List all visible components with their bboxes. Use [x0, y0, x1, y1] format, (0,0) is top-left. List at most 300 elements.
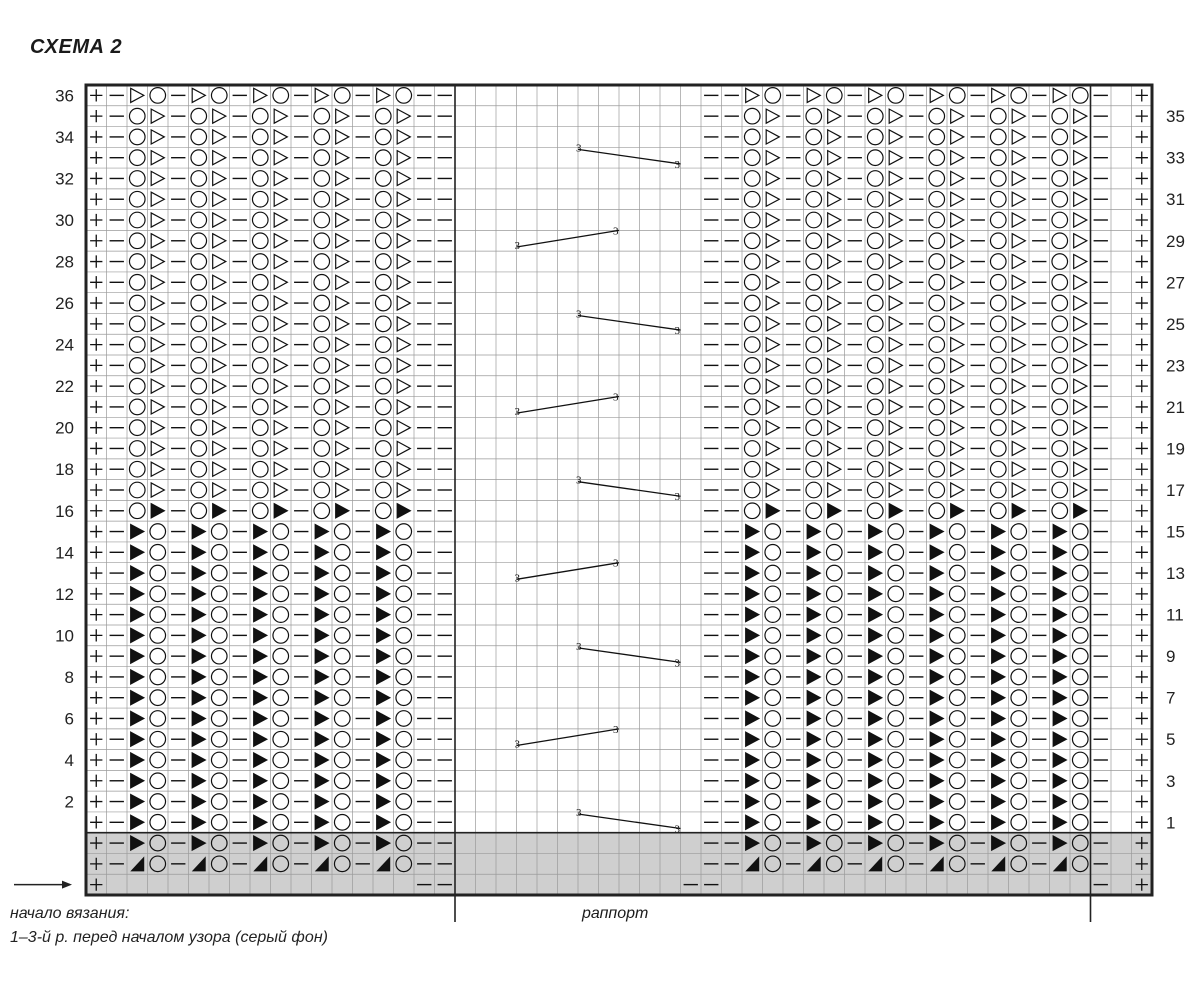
- decrease-filled-icon: [869, 753, 882, 767]
- decrease-filled-icon: [807, 649, 820, 663]
- decrease-open-icon: [397, 234, 410, 248]
- yarn-over-icon: [211, 690, 227, 706]
- decrease-open-icon: [397, 151, 410, 165]
- yarn-over-icon: [273, 565, 289, 581]
- decrease-filled-icon: [869, 815, 882, 829]
- decrease-open-icon: [889, 296, 902, 310]
- row-number-left: 16: [55, 501, 74, 521]
- cable-count-label: 3: [514, 406, 520, 419]
- yarn-over-icon: [375, 482, 391, 498]
- yarn-over-icon: [375, 191, 391, 207]
- yarn-over-icon: [314, 233, 330, 249]
- rapport-label: раппорт: [582, 905, 649, 922]
- decrease-filled-icon: [766, 504, 779, 518]
- yarn-over-icon: [888, 88, 904, 104]
- yarn-over-icon: [867, 482, 883, 498]
- yarn-over-icon: [867, 212, 883, 228]
- yarn-over-icon: [129, 171, 145, 187]
- yarn-over-icon: [334, 815, 350, 831]
- decrease-open-icon: [1012, 151, 1025, 165]
- decrease-filled-icon: [131, 794, 144, 808]
- decrease-filled-icon: [315, 774, 328, 788]
- yarn-over-icon: [1072, 586, 1088, 602]
- decrease-open-icon: [889, 421, 902, 435]
- decrease-open-icon: [151, 192, 164, 206]
- decrease-open-icon: [1074, 192, 1087, 206]
- yarn-over-icon: [888, 711, 904, 727]
- yarn-over-icon: [1052, 295, 1068, 311]
- yarn-over-icon: [191, 420, 207, 436]
- decrease-open-icon: [397, 109, 410, 123]
- decrease-open-icon: [1012, 441, 1025, 455]
- decrease-open-icon: [336, 483, 349, 497]
- decrease-open-icon: [213, 462, 226, 476]
- decrease-filled-icon: [930, 732, 943, 746]
- decrease-open-icon: [213, 254, 226, 268]
- yarn-over-icon: [129, 316, 145, 332]
- decrease-filled-icon: [992, 649, 1005, 663]
- decrease-filled-icon: [131, 524, 144, 538]
- yarn-over-icon: [334, 711, 350, 727]
- decrease-open-icon: [869, 88, 882, 102]
- yarn-over-icon: [150, 524, 166, 540]
- yarn-over-icon: [929, 461, 945, 477]
- decrease-open-icon: [828, 483, 841, 497]
- decrease-open-icon: [274, 338, 287, 352]
- yarn-over-icon: [191, 108, 207, 124]
- decrease-open-icon: [151, 234, 164, 248]
- yarn-over-icon: [129, 358, 145, 374]
- row-number-right: 21: [1166, 397, 1185, 417]
- yarn-over-icon: [929, 129, 945, 145]
- decrease-filled-icon: [315, 628, 328, 642]
- yarn-over-icon: [314, 275, 330, 291]
- yarn-over-icon: [129, 275, 145, 291]
- decrease-filled-icon: [377, 753, 390, 767]
- yarn-over-icon: [744, 275, 760, 291]
- decrease-filled-icon: [992, 711, 1005, 725]
- decrease-filled-icon: [930, 649, 943, 663]
- decrease-open-icon: [1074, 130, 1087, 144]
- decrease-open-icon: [336, 317, 349, 331]
- edge-stitch-icon: [90, 505, 102, 517]
- decrease-open-icon: [336, 275, 349, 289]
- decrease-filled-icon: [377, 649, 390, 663]
- yarn-over-icon: [1072, 669, 1088, 685]
- yarn-over-icon: [211, 524, 227, 540]
- yarn-over-icon: [826, 586, 842, 602]
- decrease-open-icon: [807, 88, 820, 102]
- edge-stitch-icon: [1136, 401, 1148, 413]
- edge-stitch-icon: [1136, 193, 1148, 205]
- decrease-filled-icon: [131, 545, 144, 559]
- edge-stitch-icon: [90, 546, 102, 558]
- yarn-over-icon: [1011, 773, 1027, 789]
- yarn-over-icon: [314, 399, 330, 415]
- decrease-filled-icon: [192, 670, 205, 684]
- decrease-open-icon: [151, 338, 164, 352]
- yarn-over-icon: [888, 545, 904, 561]
- decrease-filled-icon: [807, 711, 820, 725]
- decrease-filled-icon: [274, 504, 287, 518]
- arrow-head: [62, 881, 72, 889]
- decrease-open-icon: [1012, 234, 1025, 248]
- yarn-over-icon: [765, 88, 781, 104]
- yarn-over-icon: [252, 295, 268, 311]
- decrease-filled-icon: [131, 608, 144, 622]
- yarn-over-icon: [744, 191, 760, 207]
- decrease-filled-icon: [746, 732, 759, 746]
- yarn-over-icon: [273, 794, 289, 810]
- yarn-over-icon: [826, 545, 842, 561]
- decrease-open-icon: [766, 379, 779, 393]
- decrease-open-icon: [828, 462, 841, 476]
- edge-stitch-icon: [1136, 318, 1148, 330]
- decrease-open-icon: [151, 483, 164, 497]
- yarn-over-icon: [929, 441, 945, 457]
- yarn-over-icon: [211, 88, 227, 104]
- yarn-over-icon: [949, 565, 965, 581]
- yarn-over-icon: [1072, 648, 1088, 664]
- decrease-open-icon: [397, 462, 410, 476]
- row-numbers-right: [1166, 107, 1185, 832]
- row-number-right: 15: [1166, 522, 1185, 542]
- yarn-over-icon: [949, 752, 965, 768]
- chart-title: СХЕМА 2: [30, 36, 123, 58]
- decrease-open-icon: [828, 130, 841, 144]
- yarn-over-icon: [765, 669, 781, 685]
- row-number-right: 5: [1166, 730, 1176, 750]
- decrease-open-icon: [1012, 109, 1025, 123]
- yarn-over-icon: [375, 295, 391, 311]
- yarn-over-icon: [1072, 628, 1088, 644]
- decrease-filled-icon: [807, 608, 820, 622]
- yarn-over-icon: [929, 503, 945, 519]
- yarn-over-icon: [129, 129, 145, 145]
- decrease-filled-icon: [315, 711, 328, 725]
- decrease-open-icon: [336, 441, 349, 455]
- decrease-filled-icon: [315, 753, 328, 767]
- edge-stitch-icon: [90, 692, 102, 704]
- edge-stitch-icon: [1136, 588, 1148, 600]
- row-number-left: 10: [55, 626, 74, 646]
- decrease-filled-icon: [315, 608, 328, 622]
- decrease-open-icon: [889, 441, 902, 455]
- edge-stitch-icon: [90, 525, 102, 537]
- decrease-filled-icon: [131, 711, 144, 725]
- decrease-open-icon: [889, 462, 902, 476]
- edge-stitch-icon: [1136, 567, 1148, 579]
- edge-stitch-icon: [90, 297, 102, 309]
- yarn-over-icon: [150, 586, 166, 602]
- decrease-open-icon: [889, 213, 902, 227]
- decrease-open-icon: [828, 338, 841, 352]
- decrease-open-icon: [828, 317, 841, 331]
- yarn-over-icon: [929, 295, 945, 311]
- decrease-open-icon: [889, 379, 902, 393]
- decrease-filled-icon: [1053, 649, 1066, 663]
- yarn-over-icon: [129, 212, 145, 228]
- decrease-filled-icon: [746, 524, 759, 538]
- yarn-over-icon: [929, 233, 945, 249]
- decrease-open-icon: [930, 88, 943, 102]
- cable-count-label: 3: [514, 738, 520, 751]
- decrease-filled-icon: [131, 587, 144, 601]
- yarn-over-icon: [744, 503, 760, 519]
- decrease-open-icon: [766, 275, 779, 289]
- yarn-over-icon: [826, 607, 842, 623]
- yarn-over-icon: [806, 275, 822, 291]
- decrease-filled-icon: [807, 587, 820, 601]
- yarn-over-icon: [211, 794, 227, 810]
- yarn-over-icon: [888, 731, 904, 747]
- edge-stitch-icon: [1136, 795, 1148, 807]
- decrease-open-icon: [336, 192, 349, 206]
- yarn-over-icon: [826, 794, 842, 810]
- yarn-over-icon: [949, 648, 965, 664]
- yarn-over-icon: [826, 565, 842, 581]
- decrease-open-icon: [951, 213, 964, 227]
- decrease-filled-icon: [254, 691, 267, 705]
- yarn-over-icon: [334, 565, 350, 581]
- yarn-over-icon: [929, 420, 945, 436]
- yarn-over-icon: [744, 420, 760, 436]
- yarn-over-icon: [1011, 607, 1027, 623]
- yarn-over-icon: [765, 545, 781, 561]
- yarn-over-icon: [765, 565, 781, 581]
- yarn-over-icon: [191, 233, 207, 249]
- decrease-open-icon: [1074, 275, 1087, 289]
- yarn-over-icon: [334, 524, 350, 540]
- yarn-over-icon: [150, 773, 166, 789]
- row-number-left: 24: [55, 335, 74, 355]
- yarn-over-icon: [211, 648, 227, 664]
- decrease-open-icon: [1012, 421, 1025, 435]
- decrease-filled-icon: [192, 815, 205, 829]
- yarn-over-icon: [949, 524, 965, 540]
- decrease-open-icon: [336, 338, 349, 352]
- decrease-filled-icon: [807, 794, 820, 808]
- decrease-open-icon: [1074, 483, 1087, 497]
- yarn-over-icon: [744, 129, 760, 145]
- yarn-over-icon: [1052, 316, 1068, 332]
- yarn-over-icon: [867, 150, 883, 166]
- decrease-open-icon: [951, 254, 964, 268]
- start-note: начало вязания:: [10, 905, 130, 922]
- decrease-filled-icon: [869, 524, 882, 538]
- yarn-over-icon: [867, 295, 883, 311]
- cable-line: [578, 814, 681, 829]
- decrease-open-icon: [336, 234, 349, 248]
- yarn-over-icon: [252, 191, 268, 207]
- yarn-over-icon: [211, 711, 227, 727]
- cable-line: [578, 149, 681, 164]
- decrease-filled-icon: [131, 691, 144, 705]
- edge-stitch-icon: [1136, 775, 1148, 787]
- decrease-open-icon: [766, 358, 779, 372]
- cable-crossings: [515, 142, 681, 835]
- cable-count-label: 3: [576, 474, 582, 487]
- decrease-filled-icon: [1053, 794, 1066, 808]
- yarn-over-icon: [252, 378, 268, 394]
- decrease-filled-icon: [315, 566, 328, 580]
- yarn-over-icon: [1072, 524, 1088, 540]
- yarn-over-icon: [375, 233, 391, 249]
- edge-stitch-icon: [1136, 484, 1148, 496]
- decrease-filled-icon: [869, 566, 882, 580]
- yarn-over-icon: [765, 794, 781, 810]
- edge-stitch-icon: [1136, 712, 1148, 724]
- decrease-filled-icon: [869, 628, 882, 642]
- decrease-open-icon: [274, 379, 287, 393]
- decrease-open-icon: [951, 483, 964, 497]
- yarn-over-icon: [765, 773, 781, 789]
- decrease-open-icon: [766, 130, 779, 144]
- edge-stitch-icon: [1136, 255, 1148, 267]
- yarn-over-icon: [334, 88, 350, 104]
- row-number-left: 30: [55, 211, 74, 230]
- decrease-filled-icon: [930, 670, 943, 684]
- decrease-open-icon: [213, 400, 226, 414]
- yarn-over-icon: [990, 129, 1006, 145]
- yarn-over-icon: [867, 337, 883, 353]
- edge-stitch-icon: [90, 255, 102, 267]
- yarn-over-icon: [867, 378, 883, 394]
- yarn-over-icon: [1052, 108, 1068, 124]
- yarn-over-icon: [191, 191, 207, 207]
- edge-stitch-icon: [90, 754, 102, 766]
- decrease-filled-icon: [254, 794, 267, 808]
- yarn-over-icon: [191, 461, 207, 477]
- decrease-filled-icon: [930, 524, 943, 538]
- yarn-over-icon: [929, 378, 945, 394]
- yarn-over-icon: [744, 358, 760, 374]
- decrease-open-icon: [274, 130, 287, 144]
- yarn-over-icon: [888, 690, 904, 706]
- yarn-over-icon: [191, 171, 207, 187]
- decrease-open-icon: [1074, 338, 1087, 352]
- yarn-over-icon: [929, 399, 945, 415]
- decrease-open-icon: [889, 400, 902, 414]
- yarn-over-icon: [191, 212, 207, 228]
- yarn-over-icon: [211, 815, 227, 831]
- decrease-filled-icon: [254, 815, 267, 829]
- row-number-right: 19: [1166, 439, 1185, 459]
- decrease-open-icon: [889, 338, 902, 352]
- decrease-filled-icon: [213, 504, 226, 518]
- decrease-filled-icon: [746, 794, 759, 808]
- decrease-filled-icon: [992, 732, 1005, 746]
- yarn-over-icon: [211, 628, 227, 644]
- yarn-over-icon: [806, 316, 822, 332]
- yarn-over-icon: [129, 295, 145, 311]
- yarn-over-icon: [150, 815, 166, 831]
- yarn-over-icon: [252, 171, 268, 187]
- edge-stitch-icon: [90, 235, 102, 247]
- decrease-open-icon: [151, 151, 164, 165]
- decrease-filled-icon: [254, 774, 267, 788]
- decrease-filled-icon: [254, 608, 267, 622]
- decrease-filled-icon: [315, 524, 328, 538]
- decrease-filled-icon: [992, 815, 1005, 829]
- edge-stitch-icon: [1136, 89, 1148, 101]
- decrease-open-icon: [213, 358, 226, 372]
- yarn-over-icon: [990, 420, 1006, 436]
- yarn-over-icon: [334, 586, 350, 602]
- yarn-over-icon: [806, 191, 822, 207]
- decrease-filled-icon: [192, 649, 205, 663]
- yarn-over-icon: [191, 337, 207, 353]
- decrease-open-icon: [151, 275, 164, 289]
- decrease-filled-icon: [315, 649, 328, 663]
- decrease-filled-icon: [315, 670, 328, 684]
- yarn-over-icon: [744, 254, 760, 270]
- yarn-over-icon: [765, 607, 781, 623]
- yarn-over-icon: [1011, 88, 1027, 104]
- yarn-over-icon: [334, 731, 350, 747]
- yarn-over-icon: [826, 773, 842, 789]
- yarn-over-icon: [191, 482, 207, 498]
- decrease-open-icon: [377, 88, 390, 102]
- edge-stitch-icon: [90, 671, 102, 683]
- decrease-open-icon: [828, 358, 841, 372]
- decrease-open-icon: [1012, 130, 1025, 144]
- yarn-over-icon: [252, 233, 268, 249]
- row-number-left: 26: [55, 294, 74, 314]
- yarn-over-icon: [744, 399, 760, 415]
- decrease-filled-icon: [807, 732, 820, 746]
- yarn-over-icon: [806, 399, 822, 415]
- yarn-over-icon: [252, 482, 268, 498]
- yarn-over-icon: [806, 503, 822, 519]
- yarn-over-icon: [314, 461, 330, 477]
- decrease-open-icon: [397, 296, 410, 310]
- decrease-open-icon: [274, 421, 287, 435]
- decrease-filled-icon: [992, 587, 1005, 601]
- yarn-over-icon: [1072, 794, 1088, 810]
- decrease-open-icon: [274, 358, 287, 372]
- decrease-open-icon: [397, 171, 410, 185]
- yarn-over-icon: [744, 316, 760, 332]
- yarn-over-icon: [273, 669, 289, 685]
- decrease-open-icon: [828, 192, 841, 206]
- decrease-filled-icon: [377, 794, 390, 808]
- decrease-filled-icon: [315, 732, 328, 746]
- yarn-over-icon: [826, 628, 842, 644]
- edge-stitch-icon: [1136, 297, 1148, 309]
- decrease-open-icon: [1012, 317, 1025, 331]
- decrease-open-icon: [766, 338, 779, 352]
- yarn-over-icon: [129, 461, 145, 477]
- yarn-over-icon: [1072, 731, 1088, 747]
- yarn-over-icon: [888, 669, 904, 685]
- decrease-filled-icon: [192, 524, 205, 538]
- yarn-over-icon: [929, 275, 945, 291]
- decrease-open-icon: [397, 400, 410, 414]
- decrease-open-icon: [1012, 338, 1025, 352]
- decrease-filled-icon: [1053, 628, 1066, 642]
- yarn-over-icon: [1011, 648, 1027, 664]
- decrease-filled-icon: [192, 566, 205, 580]
- yarn-over-icon: [867, 358, 883, 374]
- decrease-open-icon: [1012, 171, 1025, 185]
- yarn-over-icon: [1011, 794, 1027, 810]
- cable-count-label: 3: [576, 640, 582, 653]
- decrease-filled-icon: [807, 628, 820, 642]
- decrease-open-icon: [1074, 462, 1087, 476]
- yarn-over-icon: [806, 171, 822, 187]
- decrease-open-icon: [397, 130, 410, 144]
